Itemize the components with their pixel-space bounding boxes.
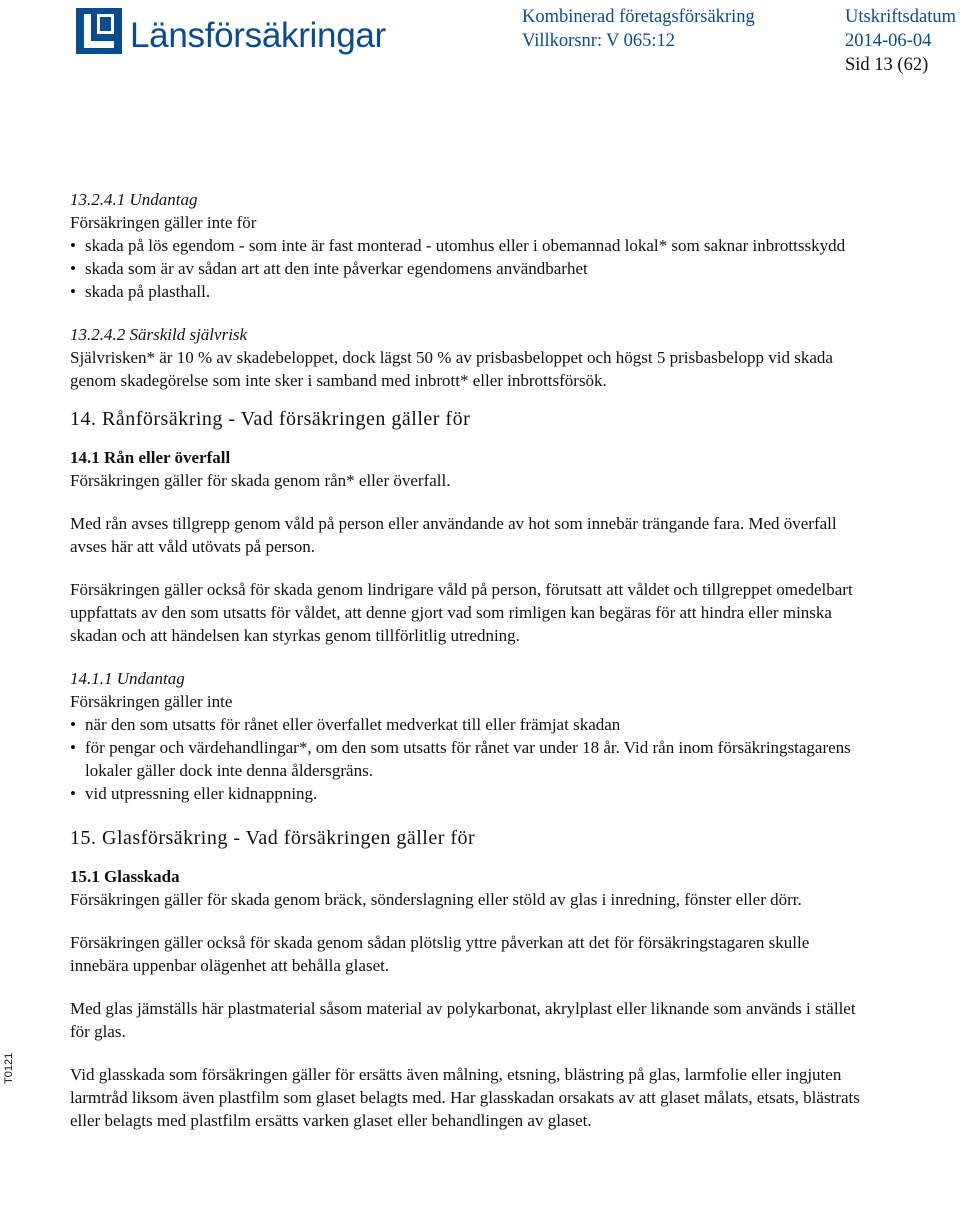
section-heading-15-1: 15.1 Glasskada [70, 867, 180, 886]
company-logo [76, 6, 386, 56]
paragraph: Försäkringen gäller också för skada genom sådan plötslig yttre påverkan att det för försäkringstagaren skulle innebära uppenbar olägenhet att behålla glaset. [70, 933, 810, 975]
list-item: • när den som utsatts för rånet eller överfallet medverkat till eller främjat skadan [70, 713, 870, 736]
paragraph: Med glas jämställs här plastmaterial såsom material av polykarbonat, akrylplast eller liknande som används i stället för glas. [70, 999, 856, 1041]
page-number: Sid 13 (62) [845, 55, 929, 75]
paragraph: Försäkringen gäller för skada genom rån* eller överfall. [70, 471, 451, 490]
section-intro: Försäkringen gäller inte för [70, 213, 257, 232]
section-intro: Försäkringen gäller inte [70, 692, 233, 711]
lansforsakringar-logo-icon [76, 8, 122, 54]
section-heading-14: 14. Rånförsäkring - Vad försäkringen gäller för [70, 408, 471, 430]
print-date-label: Utskriftsdatum [845, 7, 956, 27]
section-heading-13-2-4-2: 13.2.4.2 Särskild självrisk [70, 325, 248, 344]
paragraph: Vid glasskada som försäkringen gäller för ersätts även målning, etsning, blästring på glas, larmfolie eller ingjuten larmtråd liksom även plastfilm som glaset belagts med. Har glasskadan orsakats av att glaset målats, etsats, blästrats eller belagts med plastfilm ersätts varken glaset eller behandlingen av glaset. [70, 1065, 860, 1130]
paragraph: Självrisken* är 10 % av skadebeloppet, dock lägst 50 % av prisbasbeloppet och högst 5 prisbasbelopp vid skada genom skadegörelse som inte sker i samband med inbrott* eller inbrottsförsök. [70, 348, 833, 390]
list-item: • för pengar och värdehandlingar*, om den som utsatts för rånet var under 18 år. Vid rån inom försäkringstagarens lokaler gäller dock inte denna åldersgräns. [70, 736, 870, 782]
section-heading-14-1: 14.1 Rån eller överfall [70, 448, 231, 467]
villkor-label: Villkorsnr: [522, 31, 603, 51]
paragraph: Försäkringen gäller för skada genom bräck, sönderslagning eller stöld av glas i inredning, fönster eller dörr. [70, 890, 802, 909]
form-code: T0121 [3, 1052, 15, 1084]
exclusion-list [70, 713, 870, 805]
paragraph: Med rån avses tillgrepp genom våld på person eller användande av hot som innebär trängande fara. Med överfall avses här att våld utövats på person. [70, 514, 837, 556]
document-title: Kombinerad företagsförsäkring [522, 7, 755, 27]
paragraph: Försäkringen gäller också för skada genom lindrigare våld på person, förutsatt att våldet och tillgreppet omedelbart uppfattats av den som utsatts för våldet, att denne gjort vad som rimligen kan begäras för att hindra eller minska skadan och att händelsen kan styrkas genom tillförlitlig utredning. [70, 580, 853, 645]
print-date: 2014-06-04 [845, 31, 932, 51]
section-heading-14-1-1: 14.1.1 Undantag [70, 669, 185, 688]
document-body [70, 188, 870, 1132]
villkor-number: V 065:12 [606, 31, 676, 51]
list-item: • skada på lös egendom - som inte är fast monterad - utomhus eller i obemannad lokal* som saknar inbrottsskydd [70, 234, 870, 257]
list-item: • skada på plasthall. [70, 280, 870, 303]
list-item: • vid utpressning eller kidnappning. [70, 782, 870, 805]
exclusion-list [70, 234, 870, 303]
section-heading-15: 15. Glasförsäkring - Vad försäkringen gäller för [70, 827, 476, 849]
section-heading-13-2-4-1: 13.2.4.1 Undantag [70, 190, 198, 209]
logo-wordmark: Länsförsäkringar [130, 16, 386, 55]
list-item: • skada som är av sådan art att den inte påverkar egendomens användbarhet [70, 257, 870, 280]
